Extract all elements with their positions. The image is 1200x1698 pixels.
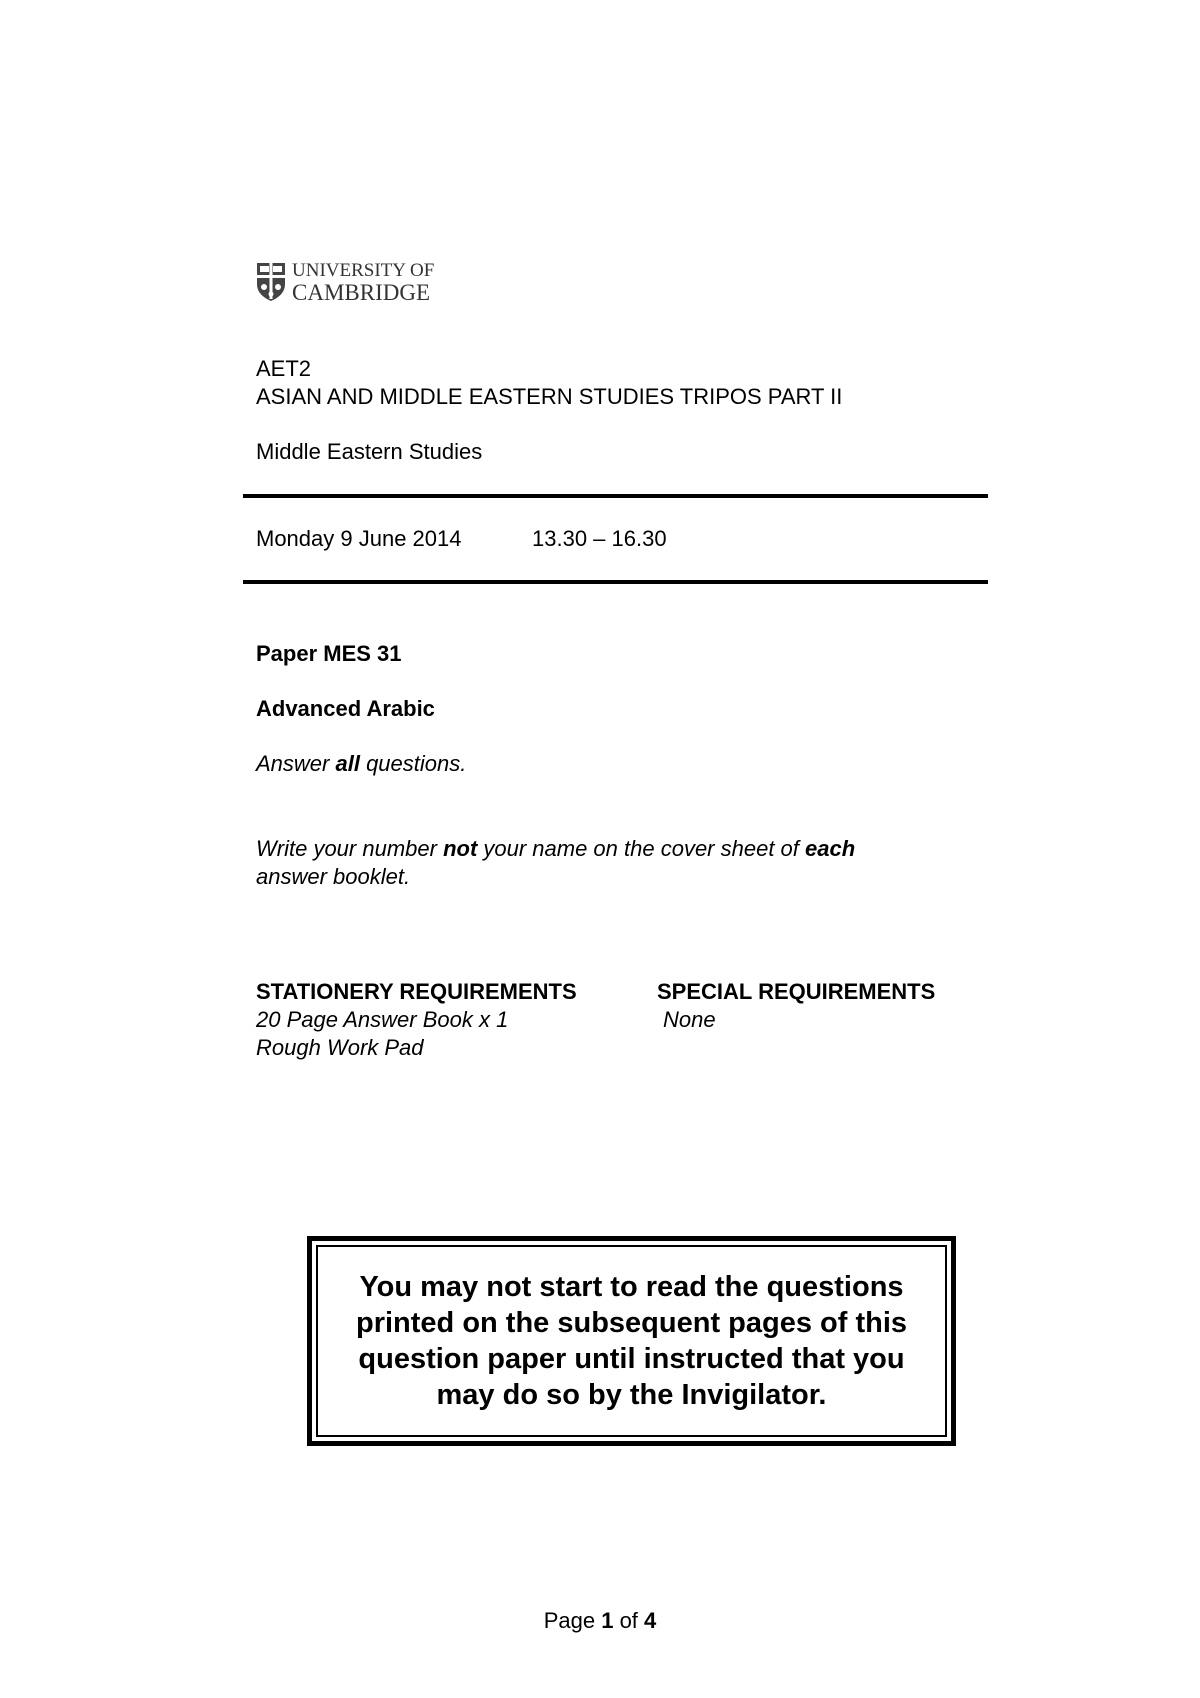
write-instruction-line2: answer booklet. xyxy=(256,864,411,889)
answer-instruction-emphasis: all xyxy=(335,751,360,776)
stationery-item: Rough Work Pad xyxy=(256,1035,424,1060)
logo-text-line2: CAMBRIDGE xyxy=(292,280,431,305)
invigilator-notice-inner xyxy=(316,1245,947,1437)
write-instruction-emphasis-not: not xyxy=(443,836,478,861)
write-instruction xyxy=(256,835,855,863)
page-footer xyxy=(0,1607,1200,1635)
answer-instruction-pre: Answer xyxy=(256,751,336,776)
page-total: 4 xyxy=(644,1608,657,1633)
logo-text-line1: UNIVERSITY OF xyxy=(292,260,435,281)
page-current: 1 xyxy=(601,1608,614,1633)
tripos-title: ASIAN AND MIDDLE EASTERN STUDIES TRIPOS PART II xyxy=(256,384,843,409)
special-item: None xyxy=(663,1007,716,1032)
exam-date: Monday 9 June 2014 xyxy=(256,526,462,551)
page-label: Page xyxy=(543,1608,602,1633)
paper-title: Advanced Arabic xyxy=(256,696,435,721)
university-logo xyxy=(256,260,434,304)
paper-number: Paper MES 31 xyxy=(256,641,402,666)
invigilator-notice-text: You may not start to read the questions printed on the subsequent pages of this question paper until instructed that you may do so by the Invigilator. xyxy=(355,1271,908,1411)
bottom-divider xyxy=(243,580,988,584)
write-instruction-mid: your name on the cover sheet of xyxy=(477,836,806,861)
special-heading: SPECIAL REQUIREMENTS xyxy=(657,979,936,1004)
exam-code: AET2 xyxy=(256,356,312,381)
subject-title: Middle Eastern Studies xyxy=(256,439,483,464)
stationery-item: 20 Page Answer Book x 1 xyxy=(256,1007,509,1032)
top-divider xyxy=(243,494,988,498)
stationery-heading: STATIONERY REQUIREMENTS xyxy=(256,979,577,1004)
answer-instruction xyxy=(256,750,466,778)
page-of: of xyxy=(613,1608,645,1633)
write-instruction-pre: Write your number xyxy=(256,836,444,861)
university-crest-icon xyxy=(256,262,286,302)
exam-time: 13.30 – 16.30 xyxy=(532,526,667,551)
write-instruction-emphasis-each: each xyxy=(805,836,856,861)
invigilator-notice-box xyxy=(307,1236,956,1446)
answer-instruction-post: questions. xyxy=(359,751,467,776)
